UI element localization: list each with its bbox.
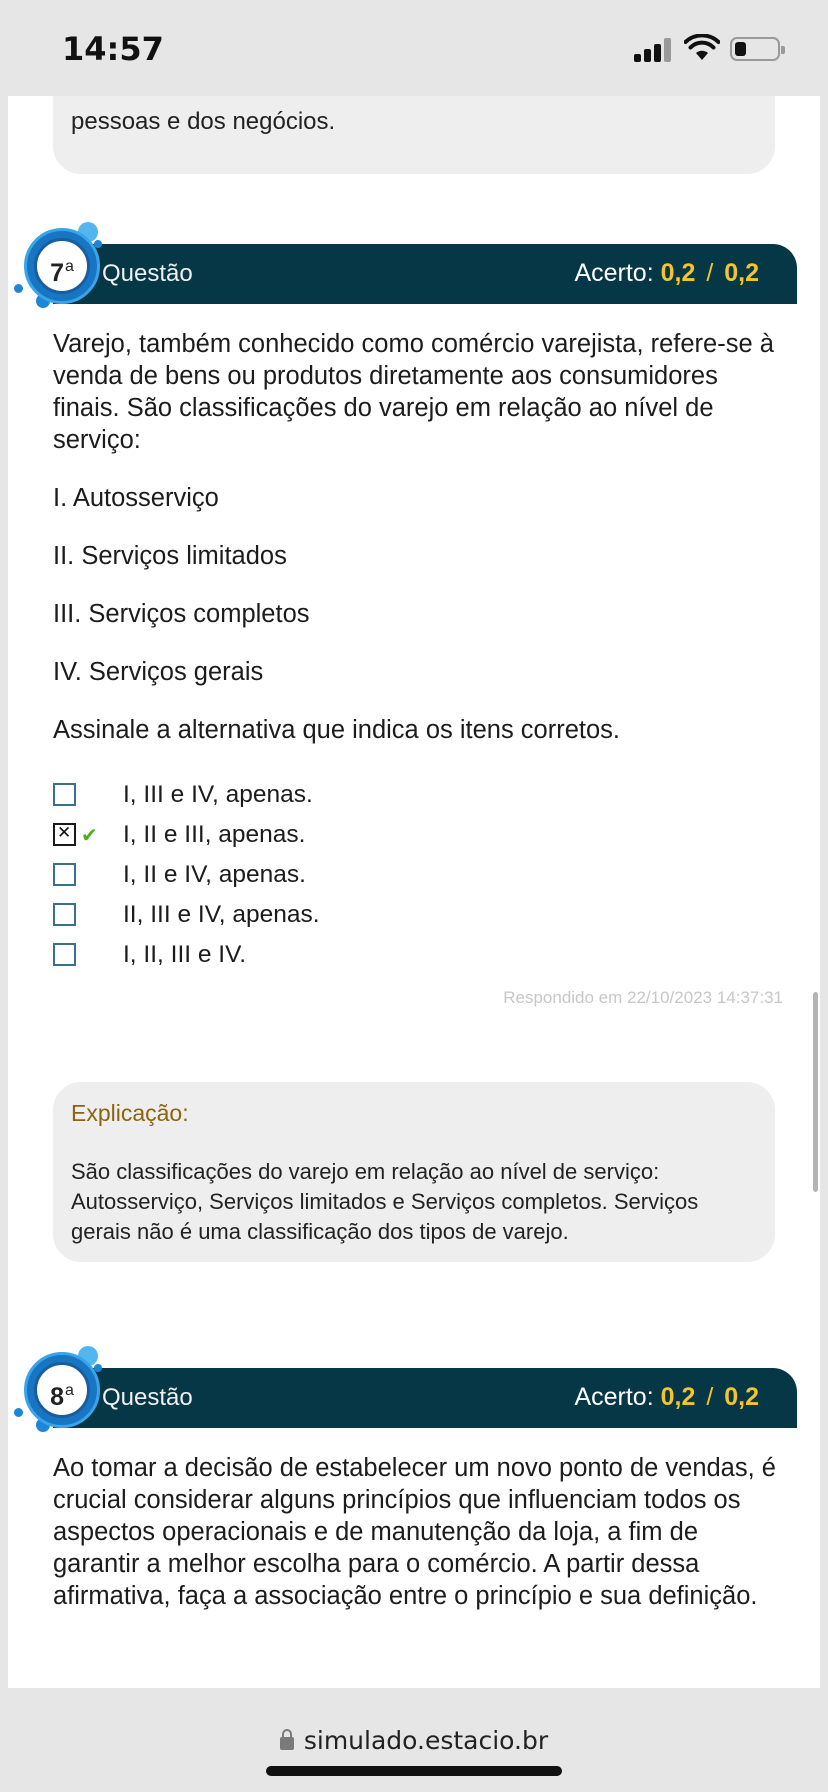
url-text: simulado.estacio.br	[303, 1726, 549, 1755]
option-label: I, III e IV, apenas.	[123, 781, 313, 808]
question-7-body	[53, 328, 783, 772]
answer-option-e[interactable]	[53, 941, 773, 981]
previous-explanation-text: pessoas e dos negócios.	[71, 108, 336, 135]
question-item: III. Serviços completos	[53, 600, 310, 628]
home-indicator[interactable]	[266, 1766, 562, 1776]
checkbox-checked[interactable]	[53, 823, 76, 846]
question-score: Acerto: 0,2 / 0,2	[574, 1383, 759, 1411]
battery-icon	[730, 37, 780, 61]
answer-option-b[interactable]	[53, 821, 773, 861]
question-8-body	[53, 1452, 783, 1638]
checkbox[interactable]	[53, 863, 76, 886]
question-prompt: Assinale a alternativa que indica os itens corretos.	[53, 716, 620, 744]
question-label: Questão	[102, 260, 193, 287]
answer-option-a[interactable]	[53, 781, 773, 821]
checkbox[interactable]	[53, 943, 76, 966]
explanation-text: São classificações do varejo em relação ao nível de serviço: Autosserviço, Serviços limitados e Serviços completos. Serviços gerais não é uma classificação dos tipos de varejo.	[71, 1159, 699, 1244]
question-item: II. Serviços limitados	[53, 542, 287, 570]
lock-icon	[280, 1737, 294, 1750]
status-icons	[634, 34, 794, 64]
checkbox[interactable]	[53, 903, 76, 926]
scrollbar-thumb[interactable]	[813, 992, 818, 1192]
explanation-title: Explicação:	[71, 1100, 189, 1126]
question-intro: Varejo, também conhecido como comércio varejista, refere-se à venda de bens ou produtos diretamente aos consumidores finais. São classificações do varejo em relação ao nível de serviço:	[53, 330, 774, 454]
question-8-header	[53, 1368, 797, 1428]
answer-option-c[interactable]	[53, 861, 773, 901]
wifi-icon	[684, 34, 720, 62]
status-bar	[0, 0, 828, 96]
question-score: Acerto: 0,2 / 0,2	[574, 259, 759, 287]
previous-explanation-box	[53, 96, 775, 174]
browser-url-bar[interactable]	[0, 1688, 828, 1792]
option-label: II, III e IV, apenas.	[123, 901, 320, 928]
page-content	[8, 96, 820, 1688]
option-label: I, II e IV, apenas.	[123, 861, 306, 888]
question-item: I. Autosserviço	[53, 484, 219, 512]
question-7-number-badge: 7$^a$	[16, 220, 108, 312]
cellular-signal-icon	[634, 38, 674, 62]
option-label: I, II e III, apenas.	[123, 821, 306, 848]
answer-option-d[interactable]	[53, 901, 773, 941]
status-time: 14:57	[62, 30, 164, 68]
option-label: I, II, III e IV.	[123, 941, 247, 968]
url-display[interactable]	[0, 1726, 828, 1755]
question-item: IV. Serviços gerais	[53, 658, 264, 686]
question-label: Questão	[102, 1384, 193, 1411]
question-7-header	[53, 244, 797, 304]
answer-options	[53, 781, 773, 981]
question-intro: Ao tomar a decisão de estabelecer um novo ponto de vendas, é crucial considerar alguns princípios que influenciam todos os aspectos operacionais e de manutenção da loja, a fim de garantir a melhor escolha para o comércio. A partir dessa afirmativa, faça a associação entre o princípio e sua definição.	[53, 1454, 776, 1610]
answered-timestamp: Respondido em 22/10/2023 14:37:31	[503, 988, 783, 1007]
question-8-number-badge: 8$^a$	[16, 1344, 108, 1436]
explanation-box	[53, 1082, 775, 1262]
correct-check-icon: ✔	[81, 823, 98, 847]
checkbox[interactable]	[53, 783, 76, 806]
